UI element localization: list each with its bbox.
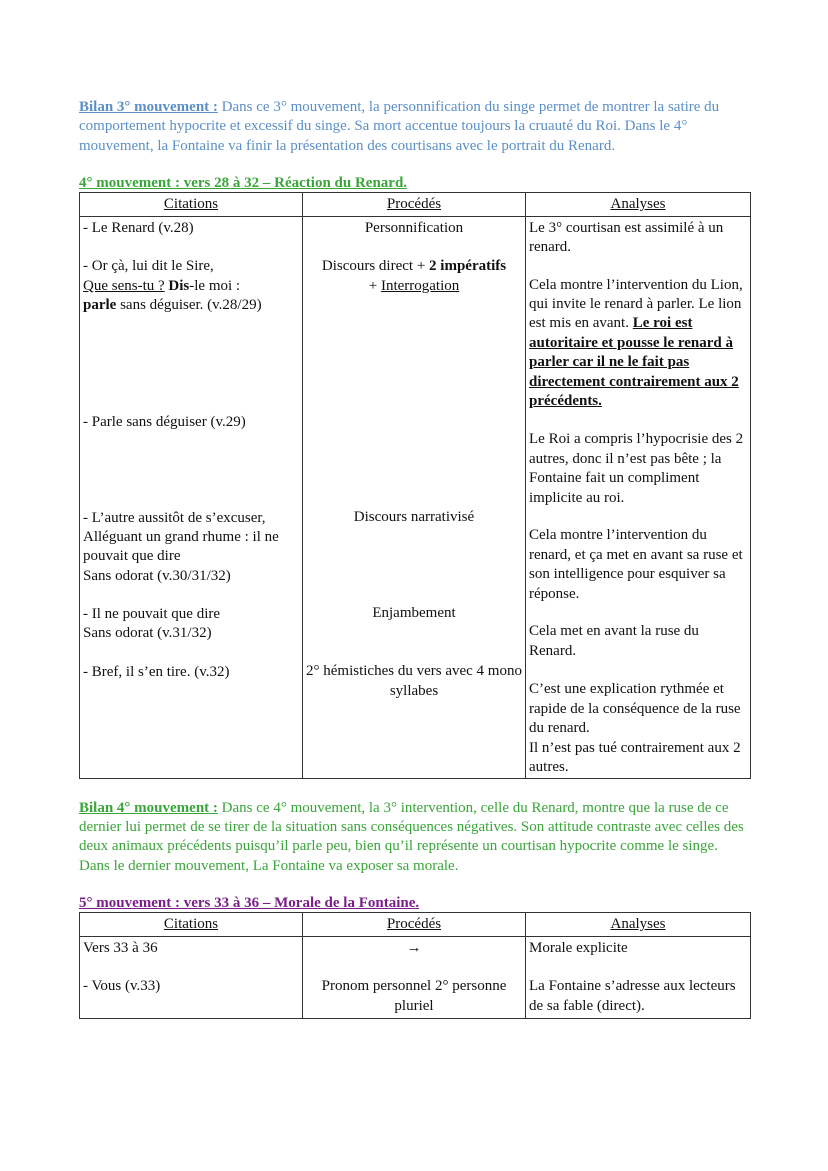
mvt4-header-row bbox=[80, 193, 751, 216]
table-row bbox=[80, 936, 751, 1019]
procede-text: 2° hémistiches du vers avec 4 mono syllabes bbox=[306, 663, 522, 699]
col-header-analyses: Analyses bbox=[526, 193, 751, 216]
mvt5-heading: 5° mouvement : vers 33 à 36 – Morale de la Fontaine. bbox=[79, 895, 420, 912]
mvt4-table bbox=[79, 192, 751, 778]
bilan-3-text: Dans ce 3° mouvement, la personnification du singe permet de montrer la satire du comportement hypocrite et excessif du singe. Sa mort accentue toujours la cruauté du Roi. Dans le 4° mouvement, la Fontaine va finir la présentation des courtisans avec le portrait du Renard. bbox=[79, 99, 720, 154]
procede-cell bbox=[303, 216, 526, 778]
bilan-4-label: Bilan 4° mouvement : bbox=[79, 799, 218, 816]
citation-text: - Il ne pouvait que dire Sans odorat (v.31/32) bbox=[83, 605, 221, 642]
bilan-4-text: Dans ce 4° mouvement, la 3° intervention, celle du Renard, montre que la ruse de ce dernier lui permet de se tirer de la situation sans conséquences négatives. Son attitude contraste avec celles des deux animaux précédents puisqu’il parle peu, bien qu’il représente un courtisan hypocrite comme le singe. bbox=[79, 799, 744, 855]
bilan-4-transition: Dans le dernier mouvement, La Fontaine va exposer sa morale. bbox=[79, 857, 459, 874]
citation-text: - Vous (v.33) bbox=[83, 978, 161, 995]
citation-text: Vers 33 à 36 bbox=[83, 939, 158, 956]
col-header-analyses: Analyses bbox=[526, 913, 751, 936]
analyse-text: Le Roi a compris l’hypocrisie des 2 autres, donc il n’est pas bête ; la Fontaine fait un compliment implicite au roi. bbox=[529, 431, 744, 506]
citation-text: - Parle sans déguiser (v.29) bbox=[83, 413, 246, 430]
analyse-text: Cela montre l’intervention du Lion, qui invite le renard à parler. Le lion est mis en avant. Le roi est autoritaire et pousse le renard à parler car il ne le fait pas directement contrairement aux 2 précédents. bbox=[529, 276, 743, 410]
bilan-4-paragraph bbox=[79, 799, 750, 857]
procede-text: Pronom personnel 2° personne pluriel bbox=[321, 978, 507, 1014]
procede-text: Enjambement bbox=[372, 605, 456, 622]
citation-cell bbox=[80, 216, 303, 778]
citation-text: - L’autre aussitôt de s’excuser, Alléguant un grand rhume : il ne pouvait que dire Sans odorat (v.30/31/32) bbox=[83, 509, 279, 584]
analyse-text: C’est une explication rythmée et rapide de la conséquence de la ruse du renard. Il n’est pas tué contrairement aux 2 autres. bbox=[529, 681, 741, 776]
procede-text: Discours direct + 2 impératifs + Interrogation bbox=[321, 258, 507, 294]
analyse-text: Cela met en avant la ruse du Renard. bbox=[529, 623, 699, 659]
citation-text: - Le Renard (v.28) bbox=[83, 219, 194, 236]
analyse-cell bbox=[526, 216, 751, 778]
citation-text: - Bref, il s’en tire. (v.32) bbox=[83, 663, 230, 680]
mvt5-table bbox=[79, 912, 751, 1019]
procede-text: Personnification bbox=[364, 219, 464, 236]
col-header-citations: Citations bbox=[80, 193, 303, 216]
col-header-citations: Citations bbox=[80, 913, 303, 936]
table-row bbox=[80, 216, 751, 778]
analyse-text: Morale explicite bbox=[529, 939, 628, 956]
procede-cell bbox=[303, 936, 526, 1019]
col-header-procedes: Procédés bbox=[303, 193, 526, 216]
document-page bbox=[79, 98, 750, 1019]
mvt5-header-row bbox=[80, 913, 751, 936]
mvt4-heading: 4° mouvement : vers 28 à 32 – Réaction du Renard. bbox=[79, 175, 408, 192]
arrow-icon: → bbox=[406, 939, 422, 956]
citation-cell bbox=[80, 936, 303, 1019]
bilan-3-label: Bilan 3° mouvement : bbox=[79, 99, 218, 115]
col-header-procedes: Procédés bbox=[303, 913, 526, 936]
procede-text: Discours narrativisé bbox=[353, 509, 475, 526]
analyse-text: Cela montre l’intervention du renard, et ça met en avant sa ruse et son intelligence pour esquiver sa réponse. bbox=[529, 527, 743, 602]
bilan-3-paragraph bbox=[79, 98, 750, 156]
analyse-text: La Fontaine s’adresse aux lecteurs de sa fable (direct). bbox=[529, 978, 736, 1014]
analyse-text: Le 3° courtisan est assimilé à un renard. bbox=[529, 219, 724, 256]
analyse-cell bbox=[526, 936, 751, 1019]
citation-text: - Or çà, lui dit le Sire, Que sens-tu ? Dis-le moi : parle sans déguiser. (v.28/29) bbox=[83, 258, 262, 314]
